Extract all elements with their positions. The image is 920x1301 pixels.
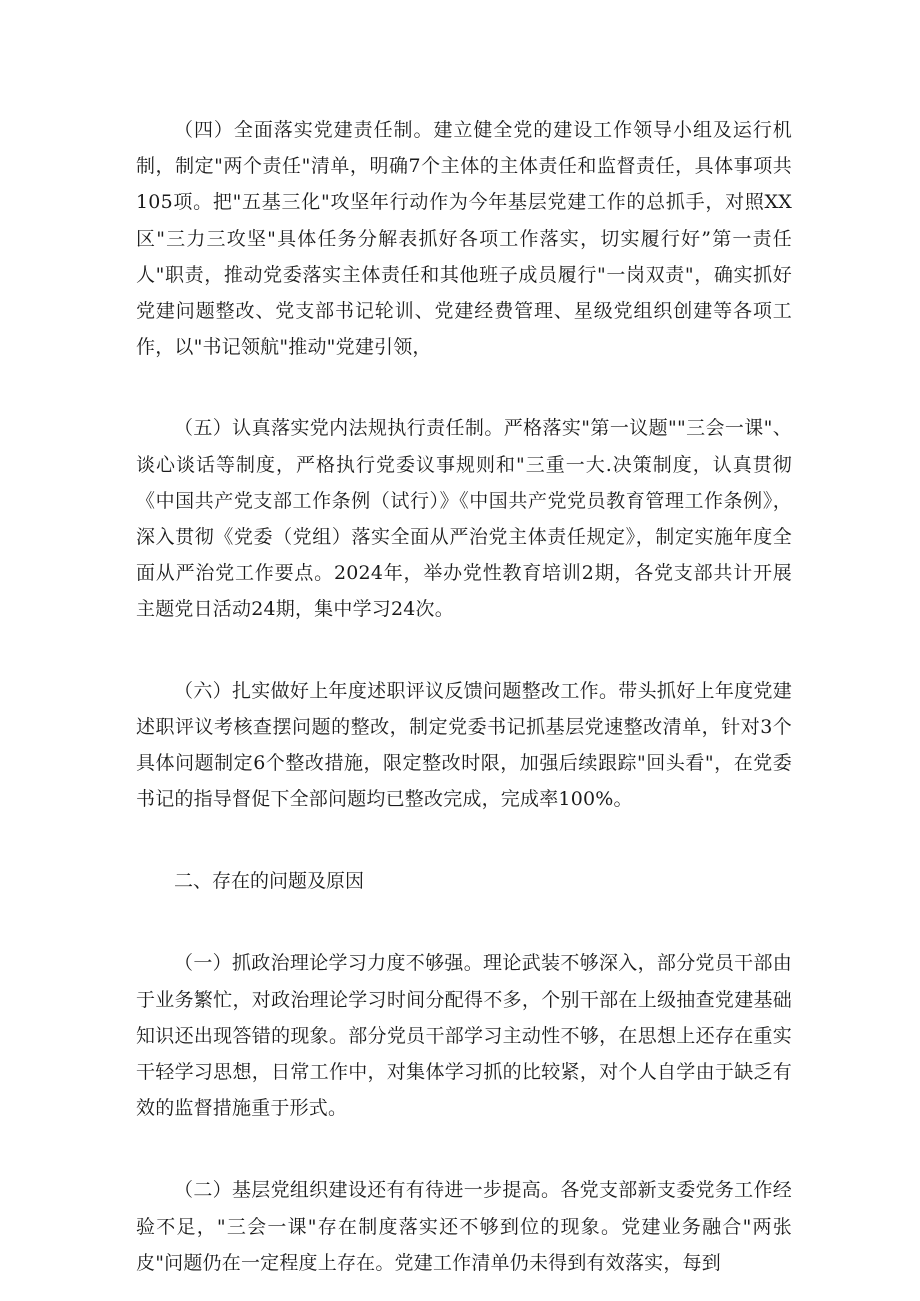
document-body — [136, 112, 792, 1281]
paragraph-political-theory-study: （一）抓政治理论学习力度不够强。理论武装不够深入，部分党员干部由于业务繁忙，对政治理论学习时间分配得不多，个别干部在上级抽查党建基础知识还出现答错的现象。部分党员干部学习主动性不够，在思想上还存在重实干轻学习思想，日常工作中，对集体学习抓的比较紧，对个人自学由于缺乏有效的监督措施重于形式。 — [136, 952, 792, 1120]
section-heading-problems: 二、存在的问题及原因 — [174, 870, 365, 893]
paragraph-party-regulations-responsibility: （五）认真落实党内法规执行责任制。严格落实"第一议题""三会一课"、谈心谈话等制度，严格执行党委议事规则和"三重一大.决策制度，认真贯彻《中国共产党支部工作条例（试行）》《中国共产党党员教育管理工作条例》，深入贯彻《党委（党组）落实全面从严治党主体责任规定》，制定实施年度全面从严治党工作要点。2024年，举办党性教育培训2期，各党支部共计开展主题党日活动24期，集中学习24次。 — [136, 417, 792, 621]
paragraph-grassroots-organization: （二）基层党组织建设还有有待进一步提高。各党支部新支委党务工作经验不足，"三会一课"存在制度落实还不够到位的现象。党建业务融合"两张皮"问题仍在一定程度上存在。党建工作清单仍未得到有效落实，每到 — [136, 1179, 792, 1274]
paragraph-rectification-work: （六）扎实做好上年度述职评议反馈问题整改工作。带头抓好上年度党建述职评议考核查摆问题的整改，制定党委书记抓基层党速整改清单，针对3个具体问题制定6个整改措施，限定整改时限，加强后续跟踪"回头看"，在党委书记的指导督促下全部问题均已整改完成，完成率100%。 — [136, 679, 792, 811]
paragraph-party-building-responsibility: （四）全面落实党建责任制。建立健全党的建设工作领导小组及运行机制，制定"两个责任"清单，明确7个主体的主体责任和监督责任，具体事项共105项。把"五基三化"攻坚年行动作为今年基层党建工作的总抓手，对照XX区"三力三攻坚"具体任务分解表抓好各项工作落实，切实履行好”第一责任人"职责，推动党委落实主体责任和其他班子成员履行"一岗双责"，确实抓好党建问题整改、党支部书记轮训、党建经费管理、星级党组织创建等各项工作，以"书记领航"推动"党建引领， — [136, 119, 792, 359]
